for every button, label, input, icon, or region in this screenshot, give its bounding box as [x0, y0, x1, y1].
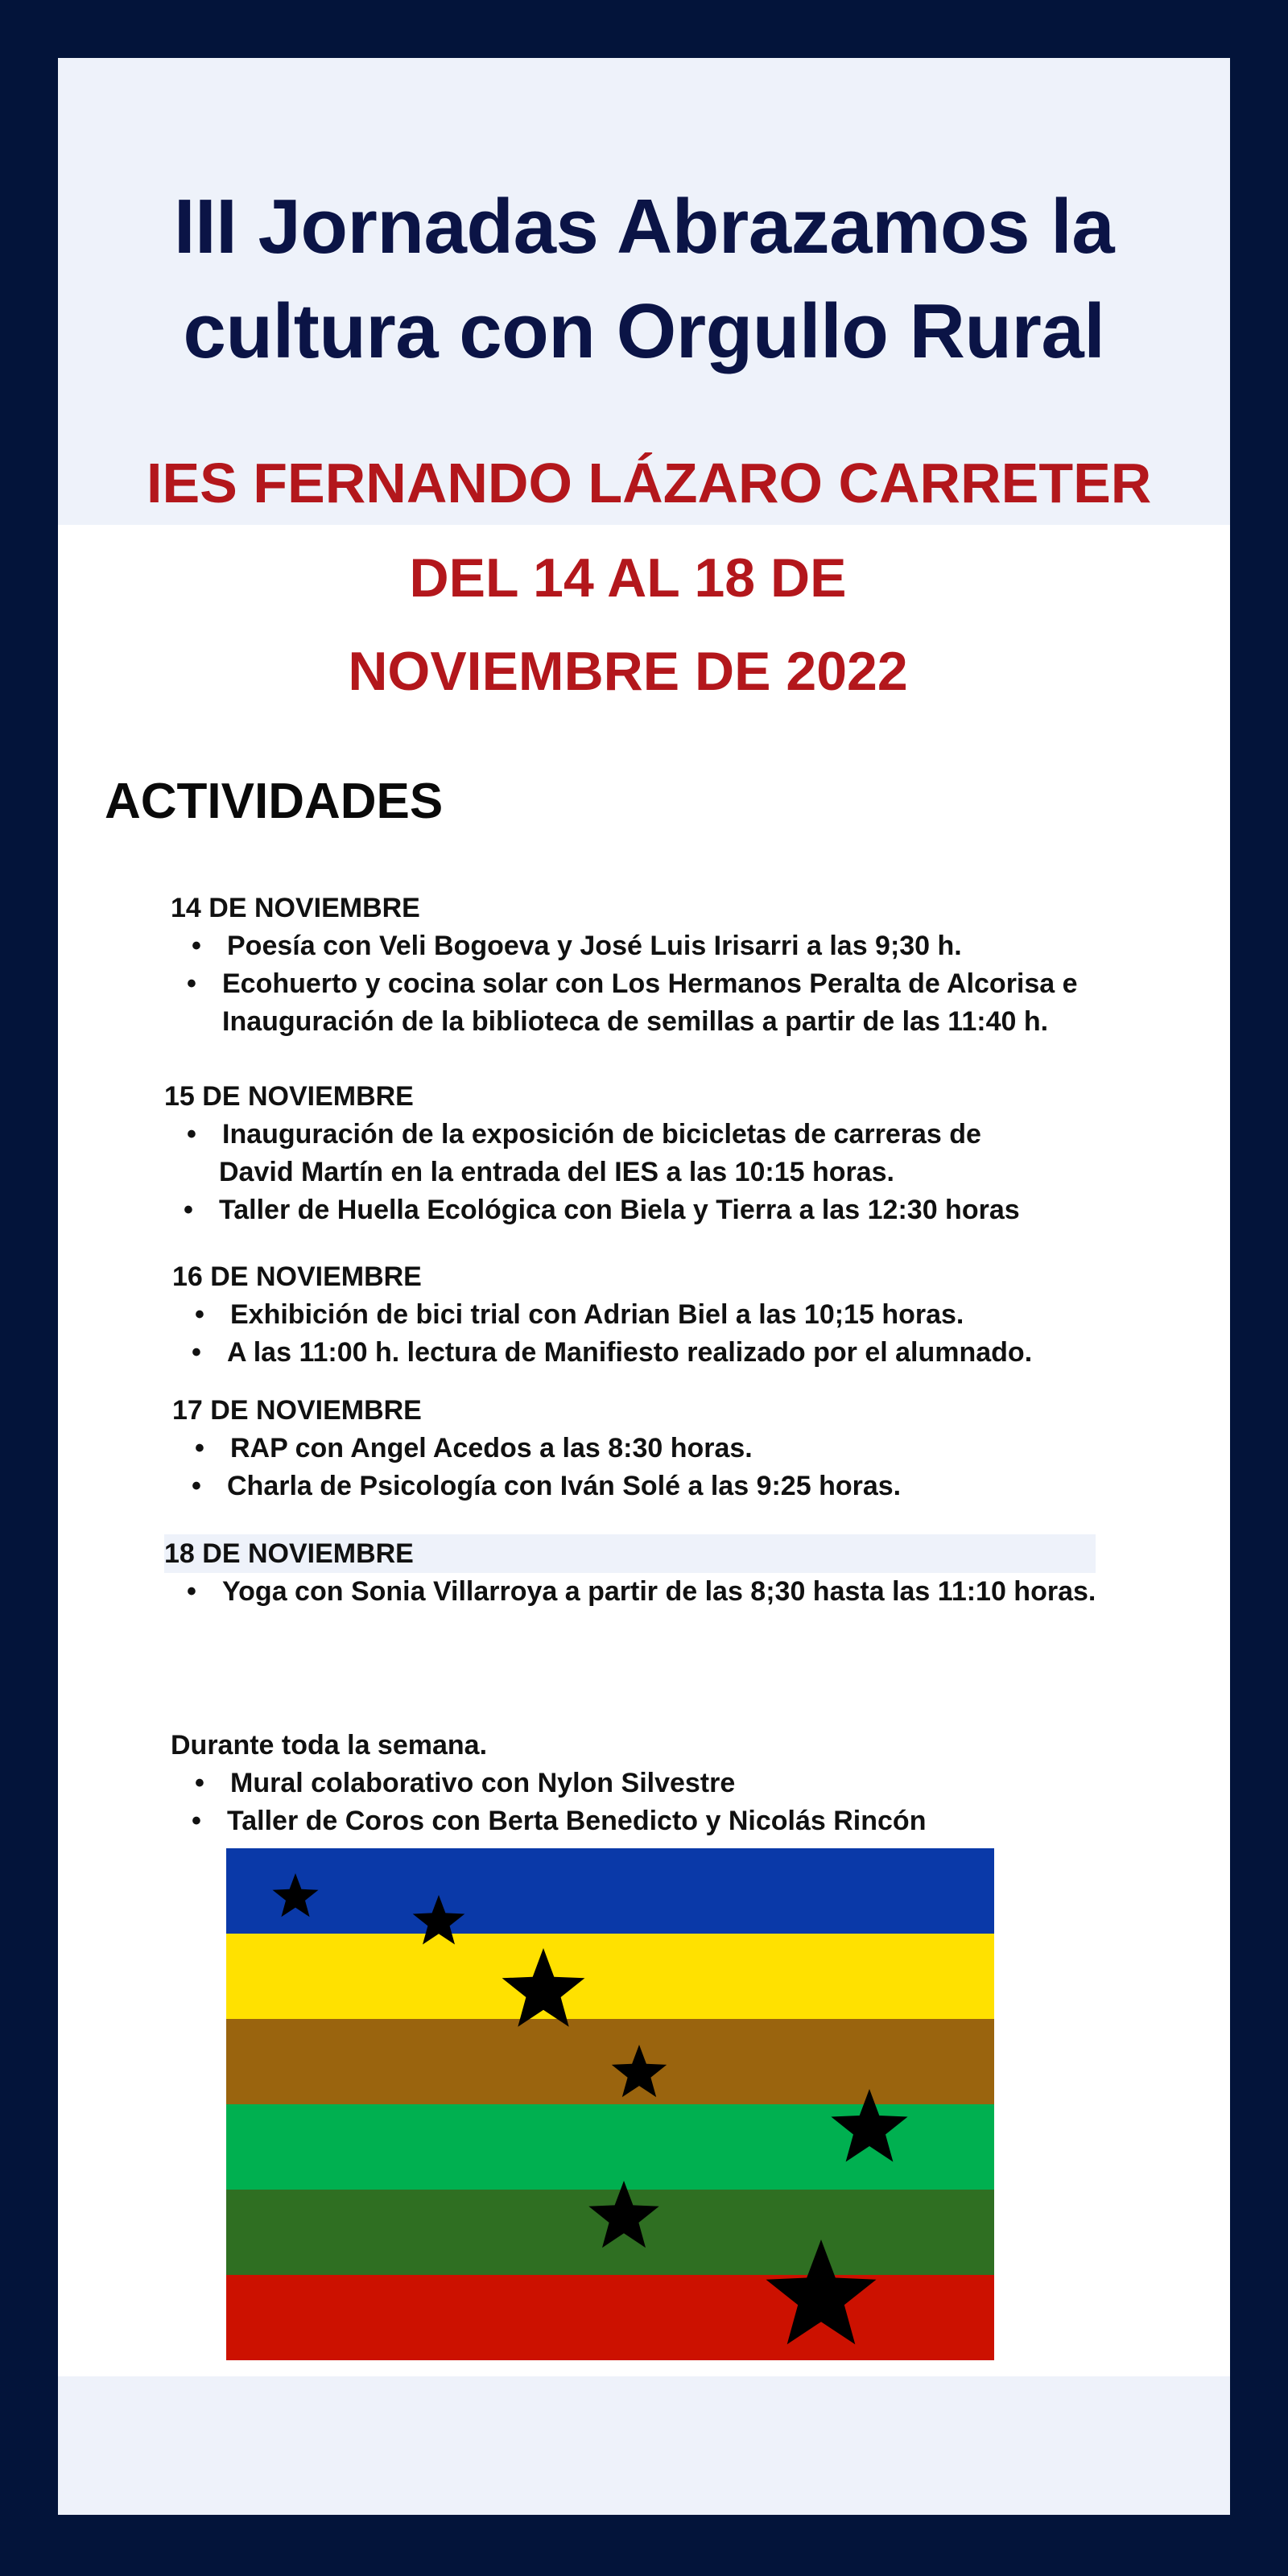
school-name: IES FERNANDO LÁZARO CARRETER	[147, 452, 1152, 514]
activity-item: • Ecohuerto y cocina solar con Los Hermanos Peralta de Alcorisa e	[222, 965, 1078, 1003]
bullet-icon: •	[195, 1768, 204, 1798]
activity-item: • Exhibición de bici trial con Adrian Biel a las 10;15 horas.	[230, 1296, 1032, 1334]
schedule-day-16	[172, 1257, 1032, 1372]
bullet-icon: •	[192, 1806, 201, 1836]
bullet-icon: •	[192, 1471, 201, 1501]
day-heading: 17 DE NOVIEMBRE	[172, 1395, 422, 1426]
bullet-icon: •	[192, 931, 201, 961]
bullet-icon: •	[187, 1576, 196, 1607]
bullet-icon: •	[195, 1299, 204, 1330]
dates-line-1: DEL 14 AL 18 DE	[409, 547, 847, 609]
day-heading: Durante toda la semana.	[171, 1730, 488, 1761]
activities-heading: ACTIVIDADES	[105, 774, 444, 829]
title-line-1: III Jornadas Abrazamos la	[173, 184, 1115, 270]
bullet-icon: •	[184, 1195, 193, 1225]
bullet-icon: •	[195, 1433, 204, 1463]
day-heading: 15 DE NOVIEMBRE	[164, 1081, 414, 1112]
activity-item: • Taller de Coros con Berta Benedicto y Nicolás Rincón	[227, 1802, 926, 1840]
activity-item: • Taller de Huella Ecológica con Biela y Tierra a las 12:30 horas	[219, 1191, 1020, 1229]
flag-stripe-blue	[226, 1848, 994, 1934]
flag-stripe-red	[226, 2275, 994, 2360]
activity-item: • RAP con Angel Acedos a las 8:30 horas.	[230, 1430, 901, 1468]
day-heading: 18 DE NOVIEMBRE	[164, 1534, 1096, 1573]
rural-pride-flag	[226, 1848, 994, 2360]
activity-item-continued: David Martín en la entrada del IES a las 10:15 horas.	[219, 1157, 894, 1187]
day-heading: 16 DE NOVIEMBRE	[172, 1261, 422, 1292]
activity-item-continued: Inauguración de la biblioteca de semillas a partir de las 11:40 h.	[222, 1006, 1049, 1037]
activity-item: • Yoga con Sonia Villarroya a partir de las 8;30 hasta las 11:10 horas.	[222, 1573, 1096, 1611]
title-line-2: cultura con Orgullo Rural	[183, 288, 1105, 374]
bullet-icon: •	[187, 968, 196, 999]
activity-list	[171, 1765, 926, 1840]
activity-list	[171, 927, 1078, 1041]
day-heading: 14 DE NOVIEMBRE	[171, 893, 420, 923]
schedule-day-15	[164, 1077, 1020, 1229]
activity-list	[164, 1116, 1020, 1229]
activity-item: • A las 11:00 h. lectura de Manifiesto realizado por el alumnado.	[227, 1334, 1032, 1372]
schedule-day-14	[171, 889, 1078, 1041]
schedule-day-17	[172, 1391, 901, 1505]
flag-stripe-yellow	[226, 1934, 994, 2019]
activity-item: • Inauguración de la exposición de bicicletas de carreras de	[222, 1116, 1020, 1154]
activity-list	[172, 1430, 901, 1505]
bullet-icon: •	[187, 1119, 196, 1150]
activity-item: • Poesía con Veli Bogoeva y José Luis Irisarri a las 9;30 h.	[227, 927, 1078, 965]
bullet-icon: •	[192, 1337, 201, 1368]
footer-band	[58, 2376, 1230, 2515]
schedule-day-18	[164, 1534, 1096, 1611]
schedule-whole-week	[171, 1726, 926, 1840]
event-dates	[0, 531, 1256, 718]
flag-stripe-brown	[226, 2019, 994, 2104]
dates-line-2: NOVIEMBRE DE 2022	[348, 641, 908, 702]
activity-list	[164, 1573, 1096, 1611]
activity-item: • Charla de Psicología con Iván Solé a las 9:25 horas.	[227, 1468, 901, 1505]
poster-title	[58, 175, 1230, 384]
activity-item: • Mural colaborativo con Nylon Silvestre	[230, 1765, 926, 1802]
activity-list	[172, 1296, 1032, 1372]
